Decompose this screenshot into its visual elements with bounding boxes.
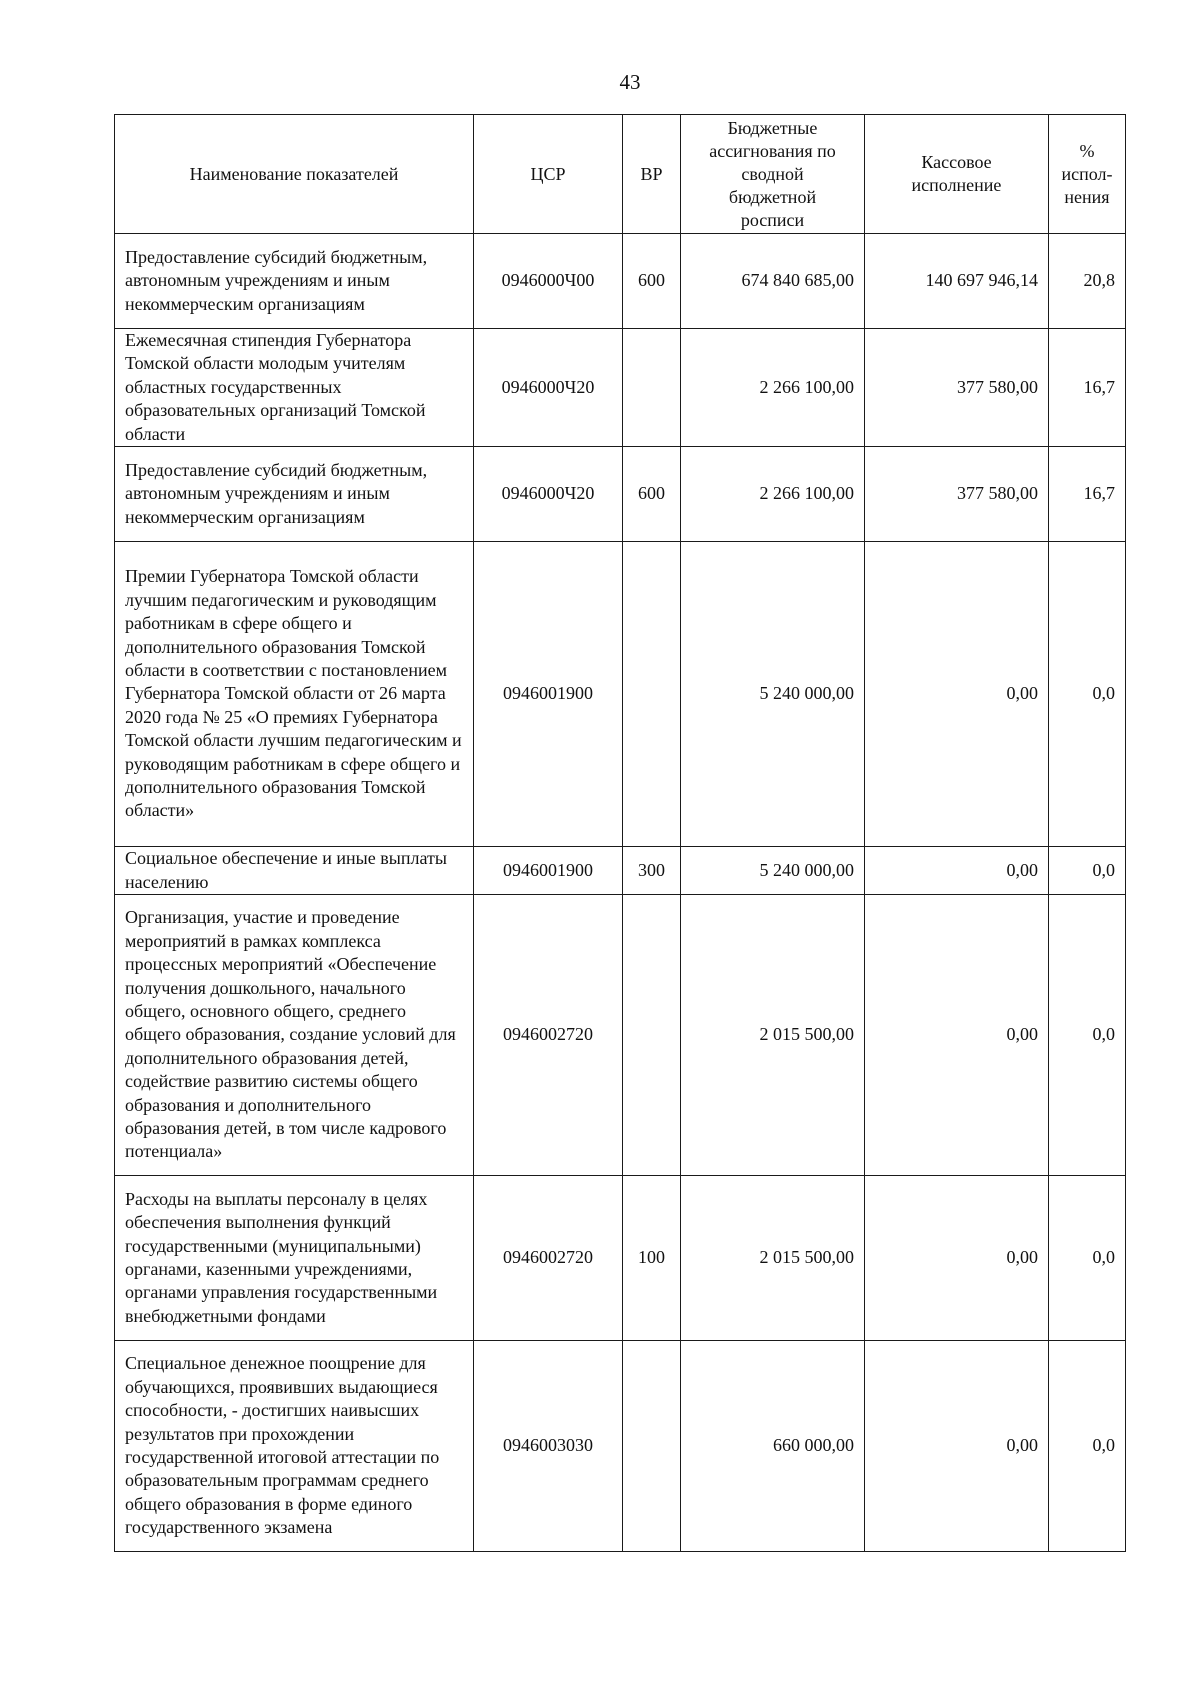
row-budget: 2 266 100,00 bbox=[681, 447, 865, 542]
row-csr: 0946001900 bbox=[474, 542, 623, 847]
row-cash: 0,00 bbox=[865, 847, 1049, 895]
table-row bbox=[115, 447, 1126, 542]
row-csr: 0946000Ч00 bbox=[474, 234, 623, 329]
row-budget: 674 840 685,00 bbox=[681, 234, 865, 329]
row-budget: 5 240 000,00 bbox=[681, 847, 865, 895]
row-csr: 0946003030 bbox=[474, 1341, 623, 1552]
row-budget: 660 000,00 bbox=[681, 1341, 865, 1552]
header-name: Наименование показателей bbox=[115, 115, 474, 234]
table-row bbox=[115, 847, 1126, 895]
row-percent: 0,0 bbox=[1049, 1176, 1126, 1341]
row-vr: 600 bbox=[623, 234, 681, 329]
header-percent: % испол-нения bbox=[1049, 115, 1126, 234]
row-vr: 600 bbox=[623, 447, 681, 542]
row-cash: 377 580,00 bbox=[865, 447, 1049, 542]
row-cash: 0,00 bbox=[865, 895, 1049, 1176]
row-percent: 0,0 bbox=[1049, 847, 1126, 895]
row-name: Расходы на выплаты персоналу в целях обеспечения выполнения функций государственными (муниципальными) органами, казенными учреждениями, органами управления государственными внебюджетными фондами bbox=[115, 1176, 474, 1341]
row-cash: 0,00 bbox=[865, 1341, 1049, 1552]
row-name: Предоставление субсидий бюджетным, автономным учреждениям и иным некоммерческим организациям bbox=[115, 447, 474, 542]
row-vr bbox=[623, 542, 681, 847]
row-name: Социальное обеспечение и иные выплаты населению bbox=[115, 847, 474, 895]
page-number: 43 bbox=[619, 70, 641, 94]
row-percent: 16,7 bbox=[1049, 447, 1126, 542]
row-name: Премии Губернатора Томской области лучшим педагогическим и руководящим работникам в сфере общего и дополнительного образования Томской области в соответствии с постановлением Губернатора Томской области от 26 марта 2020 года № 25 «О премиях Губернатора Томской области лучшим педагогическим и руководящим работникам в сфере общего и дополнительного образования Томской области» bbox=[115, 542, 474, 847]
row-cash: 140 697 946,14 bbox=[865, 234, 1049, 329]
row-vr bbox=[623, 1341, 681, 1552]
table-row bbox=[115, 234, 1126, 329]
row-cash: 377 580,00 bbox=[865, 329, 1049, 447]
row-budget: 2 015 500,00 bbox=[681, 1176, 865, 1341]
header-csr: ЦСР bbox=[474, 115, 623, 234]
row-cash: 0,00 bbox=[865, 1176, 1049, 1341]
row-percent: 0,0 bbox=[1049, 1341, 1126, 1552]
table-row bbox=[115, 1176, 1126, 1341]
row-budget: 2 015 500,00 bbox=[681, 895, 865, 1176]
row-vr: 100 bbox=[623, 1176, 681, 1341]
row-csr: 0946001900 bbox=[474, 847, 623, 895]
row-csr: 0946000Ч20 bbox=[474, 447, 623, 542]
row-percent: 0,0 bbox=[1049, 542, 1126, 847]
row-percent: 16,7 bbox=[1049, 329, 1126, 447]
header-budget: Бюджетные ассигнования по сводной бюджетной росписи bbox=[681, 115, 865, 234]
row-cash: 0,00 bbox=[865, 542, 1049, 847]
header-vr: ВР bbox=[623, 115, 681, 234]
table-row bbox=[115, 1341, 1126, 1552]
row-percent: 0,0 bbox=[1049, 895, 1126, 1176]
table-row bbox=[115, 895, 1126, 1176]
table-row bbox=[115, 542, 1126, 847]
table-row bbox=[115, 329, 1126, 447]
row-budget: 2 266 100,00 bbox=[681, 329, 865, 447]
row-vr bbox=[623, 329, 681, 447]
row-name: Ежемесячная стипендия Губернатора Томской области молодым учителям областных государственных образовательных организаций Томской области bbox=[115, 329, 474, 447]
row-csr: 0946000Ч20 bbox=[474, 329, 623, 447]
row-name: Предоставление субсидий бюджетным, автономным учреждениям и иным некоммерческим организациям bbox=[115, 234, 474, 329]
budget-execution-table bbox=[114, 114, 1126, 1552]
row-csr: 0946002720 bbox=[474, 1176, 623, 1341]
row-vr: 300 bbox=[623, 847, 681, 895]
row-percent: 20,8 bbox=[1049, 234, 1126, 329]
row-budget: 5 240 000,00 bbox=[681, 542, 865, 847]
row-name: Специальное денежное поощрение для обучающихся, проявивших выдающиеся способности, - достигших наивысших результатов при прохождении государственной итоговой аттестации по образовательным программам среднего общего образования в форме единого государственного экзамена bbox=[115, 1341, 474, 1552]
table-header-row bbox=[115, 115, 1126, 234]
header-cash: Кассовое исполнение bbox=[865, 115, 1049, 234]
row-name: Организация, участие и проведение мероприятий в рамках комплекса процессных мероприятий «Обеспечение получения дошкольного, начального общего, основного общего, среднего общего образования, создание условий для дополнительного образования детей, содействие развитию системы общего образования и дополнительного образования детей, в том числе кадрового потенциала» bbox=[115, 895, 474, 1176]
row-csr: 0946002720 bbox=[474, 895, 623, 1176]
row-vr bbox=[623, 895, 681, 1176]
